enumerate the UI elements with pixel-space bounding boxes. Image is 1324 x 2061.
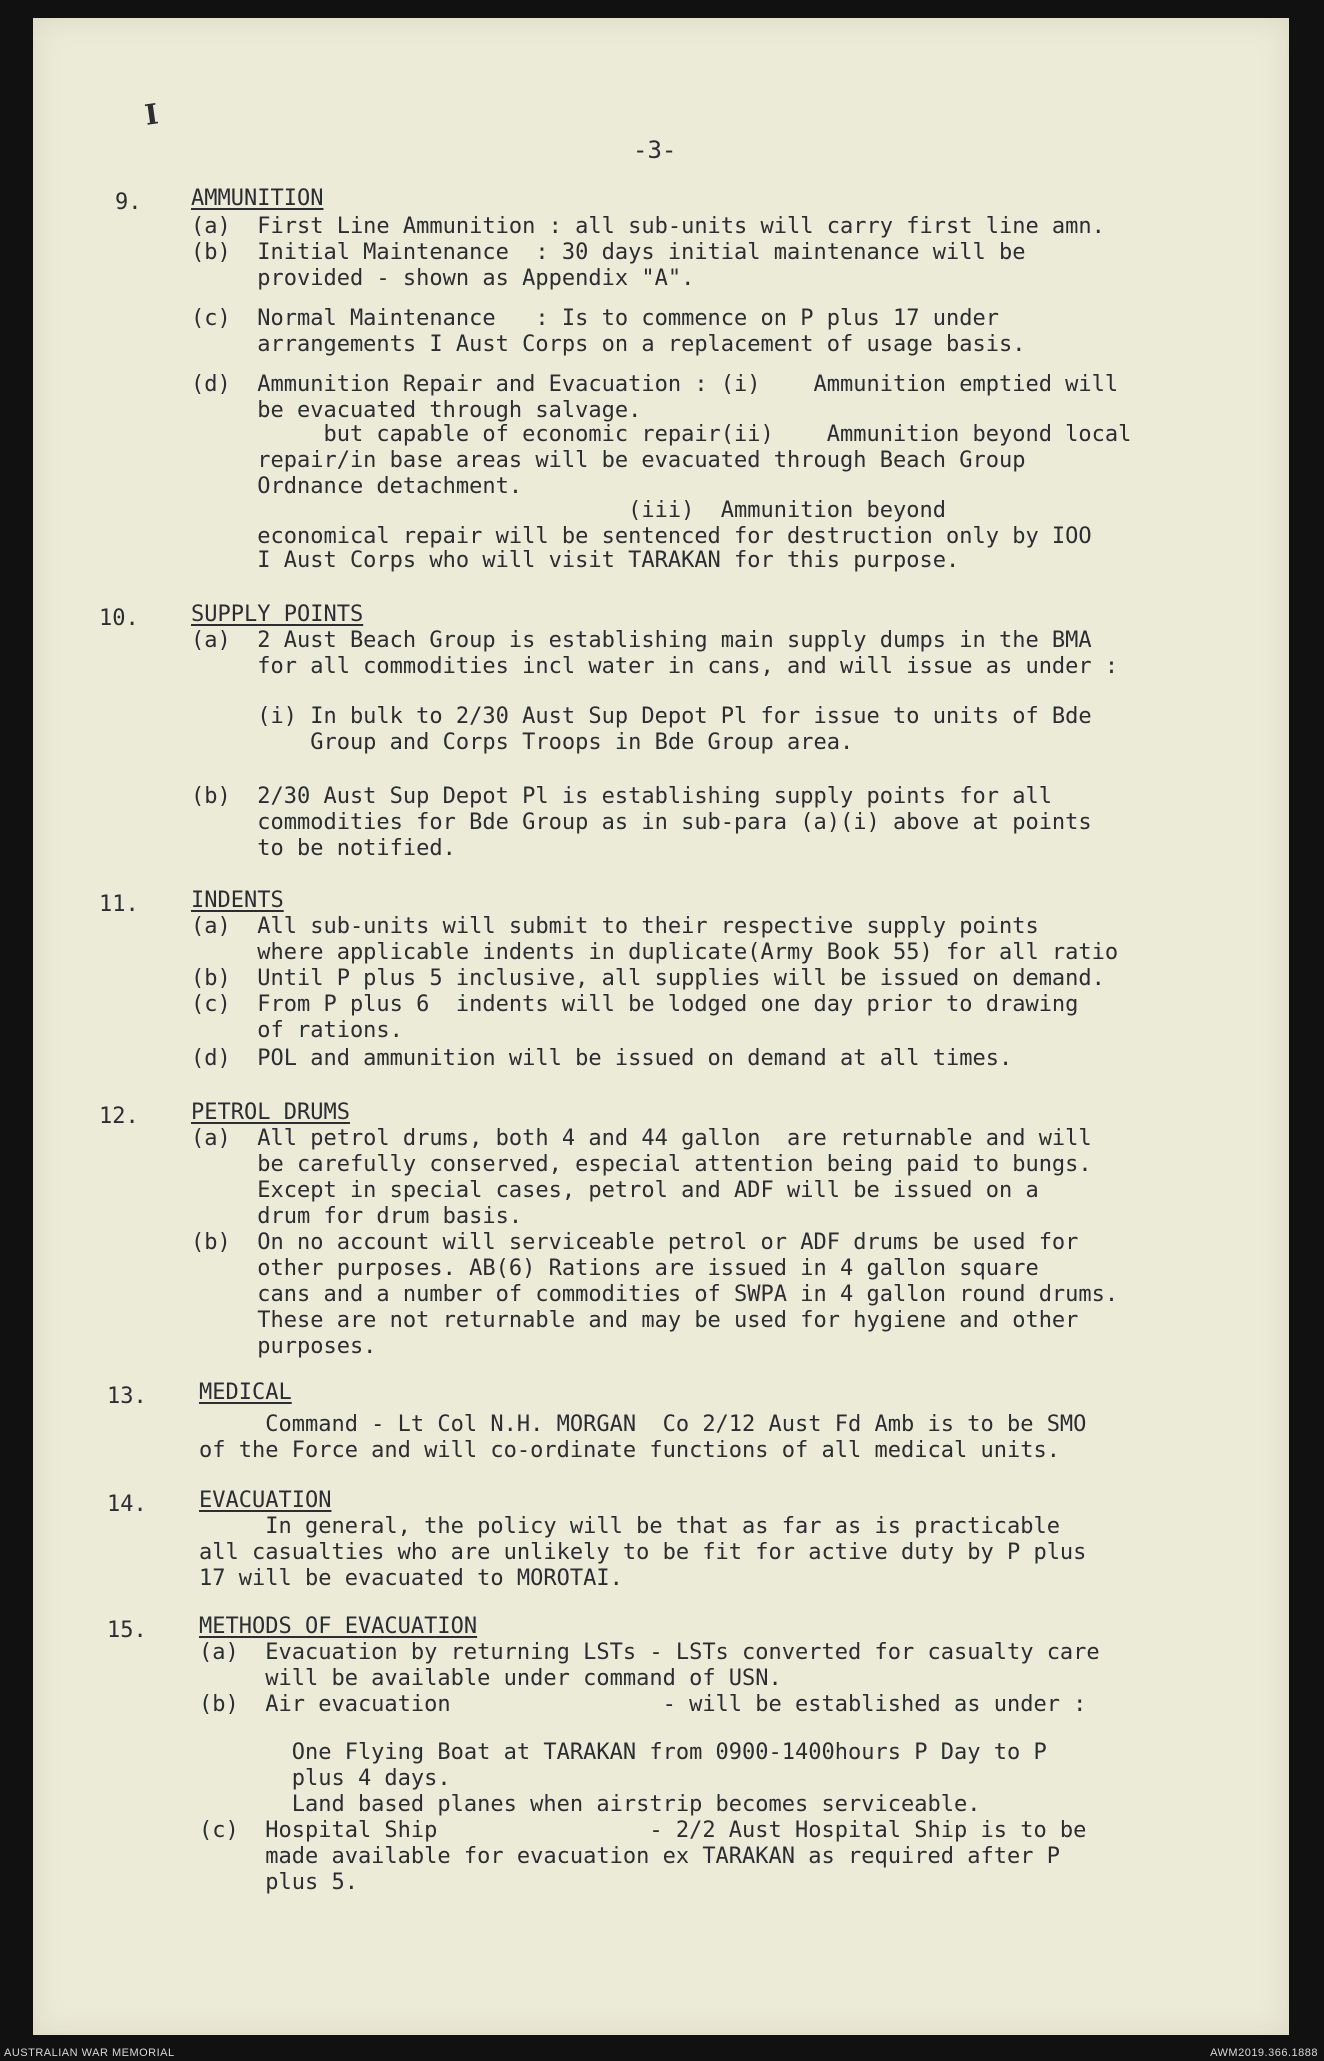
section-9-line: (d) Ammunition Repair and Evacuation : (i) Ammunition emptied will — [191, 372, 1119, 397]
document-sheet — [33, 18, 1289, 2035]
section-15-line: will be available under command of USN. — [199, 1666, 782, 1691]
section-14-line: 17 will be evacuated to MOROTAI. — [199, 1566, 623, 1591]
section-13-heading: MEDICAL — [199, 1380, 292, 1405]
section-15-line: (b) Air evacuation - will be established as under : — [199, 1692, 1087, 1717]
section-12-line: cans and a number of commodities of SWPA in 4 gallon round drums. — [191, 1282, 1119, 1307]
section-10-line: (b) 2/30 Aust Sup Depot Pl is establishing supply points for all — [191, 784, 1052, 809]
section-10-heading: SUPPLY POINTS — [191, 602, 364, 627]
section-9-number: 9. — [115, 190, 142, 215]
archive-reference: AWM2019.366.1888 — [1210, 2047, 1318, 2059]
typewritten-text — [33, 18, 1289, 2035]
section-10-line: Group and Corps Troops in Bde Group area. — [191, 730, 854, 755]
section-10-line: (a) 2 Aust Beach Group is establishing main supply dumps in the BMA — [191, 628, 1092, 653]
section-11-line: (b) Until P plus 5 inclusive, all supplies will be issued on demand. — [191, 966, 1105, 991]
section-9-line: arrangements I Aust Corps on a replacement of usage basis. — [191, 332, 1026, 357]
section-10-line: for all commodities incl water in cans, and will issue as under : — [191, 654, 1119, 679]
archive-caption: AUSTRALIAN WAR MEMORIAL — [4, 2047, 175, 2059]
section-9-line: (a) First Line Ammunition : all sub-units will carry first line amn. — [191, 214, 1105, 239]
page-number: -3- — [633, 136, 677, 164]
section-13-line: of the Force and will co-ordinate functions of all medical units. — [199, 1438, 1060, 1463]
section-14-number: 14. — [107, 1492, 147, 1517]
section-14-heading: EVACUATION — [199, 1488, 332, 1513]
section-10-line: commodities for Bde Group as in sub-para (a)(i) above at points — [191, 810, 1092, 835]
section-11-line: (c) From P plus 6 indents will be lodged one day prior to drawing — [191, 992, 1079, 1017]
section-10-line: to be notified. — [191, 836, 456, 861]
section-12-line: purposes. — [191, 1334, 377, 1359]
section-11-line: where applicable indents in duplicate(Army Book 55) for all ratio — [191, 940, 1119, 965]
section-15-line: plus 4 days. — [199, 1766, 451, 1791]
section-9-heading: AMMUNITION — [191, 186, 324, 211]
section-9-line: but capable of economic repair(ii) Ammunition beyond local — [191, 422, 1132, 447]
section-9-line: (b) Initial Maintenance : 30 days initial maintenance will be — [191, 240, 1026, 265]
section-12-number: 12. — [99, 1104, 139, 1129]
section-9-line: provided - shown as Appendix "A". — [191, 266, 695, 291]
section-14-line: In general, the policy will be that as far as is practicable — [199, 1514, 1060, 1539]
section-14-line: all casualties who are unlikely to be fit for active duty by P plus — [199, 1540, 1087, 1565]
section-13-number: 13. — [107, 1384, 147, 1409]
section-10-number: 10. — [99, 606, 139, 631]
section-12-line: be carefully conserved, especial attention being paid to bungs. — [191, 1152, 1092, 1177]
section-12-line: drum for drum basis. — [191, 1204, 523, 1229]
section-9-line: economical repair will be sentenced for destruction only by IOO — [191, 524, 1092, 549]
section-9-line: (c) Normal Maintenance : Is to commence on P plus 17 under — [191, 306, 999, 331]
section-15-number: 15. — [107, 1618, 147, 1643]
section-12-line: (b) On no account will serviceable petrol or ADF drums be used for — [191, 1230, 1079, 1255]
section-9-line: repair/in base areas will be evacuated through Beach Group — [191, 448, 1026, 473]
section-12-line: These are not returnable and may be used for hygiene and other — [191, 1308, 1079, 1333]
section-15-line: (c) Hospital Ship - 2/2 Aust Hospital Ship is to be — [199, 1818, 1087, 1843]
section-13-line: Command - Lt Col N.H. MORGAN Co 2/12 Aust Fd Amb is to be SMO — [199, 1412, 1087, 1437]
section-9-line: be evacuated through salvage. — [191, 398, 642, 423]
section-12-line: Except in special cases, petrol and ADF will be issued on a — [191, 1178, 1039, 1203]
section-9-line: I Aust Corps who will visit TARAKAN for this purpose. — [191, 548, 960, 573]
section-15-line: Land based planes when airstrip becomes serviceable. — [199, 1792, 981, 1817]
section-11-line: (d) POL and ammunition will be issued on demand at all times. — [191, 1046, 1013, 1071]
section-9-line: (iii) Ammunition beyond — [191, 498, 946, 523]
section-12-heading: PETROL DRUMS — [191, 1100, 350, 1125]
section-9-line: Ordnance detachment. — [191, 474, 523, 499]
section-15-line: made available for evacuation ex TARAKAN as required after P — [199, 1844, 1060, 1869]
section-11-line: (a) All sub-units will submit to their respective supply points — [191, 914, 1039, 939]
section-12-line: other purposes. AB(6) Rations are issued in 4 gallon square — [191, 1256, 1039, 1281]
section-15-line: plus 5. — [199, 1870, 358, 1895]
section-12-line: (a) All petrol drums, both 4 and 44 gallon are returnable and will — [191, 1126, 1092, 1151]
section-15-line: One Flying Boat at TARAKAN from 0900-1400hours P Day to P — [199, 1740, 1047, 1765]
section-10-line: (i) In bulk to 2/30 Aust Sup Depot Pl for issue to units of Bde — [191, 704, 1092, 729]
section-11-heading: INDENTS — [191, 888, 284, 913]
section-15-heading: METHODS OF EVACUATION — [199, 1614, 478, 1639]
handwritten-mark: I — [142, 97, 161, 132]
section-15-line: (a) Evacuation by returning LSTs - LSTs converted for casualty care — [199, 1640, 1100, 1665]
section-11-line: of rations. — [191, 1018, 403, 1043]
section-11-number: 11. — [99, 892, 139, 917]
